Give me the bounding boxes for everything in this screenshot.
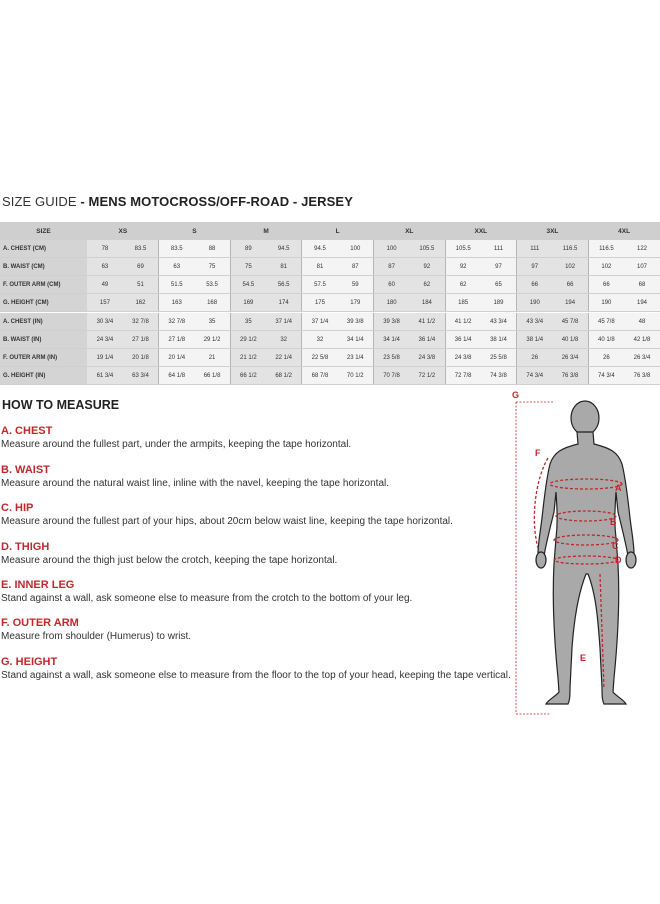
table-cell: 62: [445, 276, 481, 294]
table-cell: 41 1/2: [409, 313, 445, 331]
measure-text: Stand against a wall, ask someone else to measure from the crotch to the bottom of your leg.: [1, 593, 413, 604]
measure-item-height: [1, 656, 511, 681]
table-row: [0, 240, 660, 258]
table-cell: 22 5/8: [302, 349, 338, 367]
label-f: F: [535, 448, 541, 458]
table-cell: 70 7/8: [373, 367, 409, 385]
table-cell: 174: [266, 294, 302, 312]
table-cell: 180: [373, 294, 409, 312]
table-row: [0, 349, 660, 367]
table-cell: 163: [159, 294, 195, 312]
table-cell: 56.5: [266, 276, 302, 294]
label-b: B: [610, 517, 617, 527]
table-cell: 26: [588, 349, 624, 367]
table-cell: 76 3/8: [552, 367, 588, 385]
table-cell: 26 3/4: [552, 349, 588, 367]
table-cell: 43 3/4: [517, 313, 553, 331]
table-cell: 62: [409, 276, 445, 294]
label-e: E: [580, 653, 587, 663]
table-cell: 100: [338, 240, 374, 258]
title-suffix: - MENS MOTOCROSS/OFF-ROAD - JERSEY: [76, 194, 353, 209]
size-header-cell: XXL: [445, 222, 517, 240]
table-cell: 63 3/4: [123, 367, 159, 385]
table-cell: 116.5: [588, 240, 624, 258]
table-cell: 27 1/8: [159, 331, 195, 349]
page-title: [2, 194, 353, 209]
table-cell: 24 3/4: [87, 331, 123, 349]
table-cell: 97: [481, 258, 517, 276]
table-cell: 37 1/4: [302, 313, 338, 331]
table-cell: 111: [517, 240, 553, 258]
table-cell: 42 1/8: [624, 331, 660, 349]
size-header-label: SIZE: [0, 222, 87, 240]
table-cell: 66: [588, 276, 624, 294]
table-cell: 102: [552, 258, 588, 276]
table-cell: 76 3/8: [624, 367, 660, 385]
measure-heading: G. HEIGHT: [1, 656, 58, 668]
table-cell: 175: [302, 294, 338, 312]
table-row: [0, 331, 660, 349]
table-cell: 64 1/8: [159, 367, 195, 385]
table-cell: 87: [338, 258, 374, 276]
table-cell: 51.5: [159, 276, 195, 294]
measure-heading: E. INNER LEG: [1, 579, 75, 591]
table-cell: 68 7/8: [302, 367, 338, 385]
table-cell: 75: [230, 258, 266, 276]
table-cell: 83.5: [159, 240, 195, 258]
table-cell: 92: [445, 258, 481, 276]
table-cell: 27 1/8: [123, 331, 159, 349]
table-cell: 34 1/4: [373, 331, 409, 349]
table-cell: 41 1/2: [445, 313, 481, 331]
row-label: B. WAIST (IN): [0, 331, 87, 349]
table-cell: 39 3/8: [338, 313, 374, 331]
table-cell: 32: [266, 331, 302, 349]
table-cell: 94.5: [266, 240, 302, 258]
table-cell: 74 3/8: [481, 367, 517, 385]
table-cell: 63: [159, 258, 195, 276]
table-cell: 57.5: [302, 276, 338, 294]
table-cell: 29 1/2: [194, 331, 230, 349]
table-cell: 68: [624, 276, 660, 294]
size-table-cm: [0, 222, 660, 312]
table-cell: 23 1/4: [338, 349, 374, 367]
table-cell: 36 1/4: [445, 331, 481, 349]
table-cell: 40 1/8: [588, 331, 624, 349]
table-cell: 49: [87, 276, 123, 294]
size-header-row: [0, 222, 660, 240]
table-cell: 51: [123, 276, 159, 294]
table-cell: 74 3/4: [588, 367, 624, 385]
measure-text: Measure around the natural waist line, inline with the navel, keeping the tape horizontal.: [1, 478, 390, 489]
table-cell: 69: [123, 258, 159, 276]
size-header-cell: XS: [87, 222, 159, 240]
table-cell: 87: [373, 258, 409, 276]
row-label: G. HEIGHT (CM): [0, 294, 87, 312]
table-cell: 168: [194, 294, 230, 312]
table-cell: 66: [517, 276, 553, 294]
table-cell: 74 3/4: [517, 367, 553, 385]
table-cell: 20 1/4: [159, 349, 195, 367]
table-cell: 66 1/2: [230, 367, 266, 385]
row-label: F. OUTER ARM (CM): [0, 276, 87, 294]
title-prefix: SIZE GUIDE: [2, 194, 77, 209]
how-to-measure-title: HOW TO MEASURE: [2, 398, 120, 412]
table-cell: 24 3/8: [409, 349, 445, 367]
table-cell: 53.5: [194, 276, 230, 294]
table-cell: 88: [194, 240, 230, 258]
table-cell: 32 7/8: [159, 313, 195, 331]
label-d: D: [615, 555, 622, 565]
table-cell: 75: [194, 258, 230, 276]
table-cell: 21 1/2: [230, 349, 266, 367]
table-cell: 25 5/8: [481, 349, 517, 367]
table-cell: 94.5: [302, 240, 338, 258]
table-cell: 107: [624, 258, 660, 276]
in-table-body: [0, 313, 660, 385]
measure-heading: C. HIP: [1, 502, 34, 514]
table-cell: 48: [624, 313, 660, 331]
table-cell: 179: [338, 294, 374, 312]
table-cell: 21: [194, 349, 230, 367]
table-cell: 37 1/4: [266, 313, 302, 331]
row-label: B. WAIST (CM): [0, 258, 87, 276]
table-cell: 26: [517, 349, 553, 367]
measure-item-chest: [1, 425, 501, 450]
table-cell: 92: [409, 258, 445, 276]
table-row: [0, 294, 660, 312]
measure-item-thigh: [1, 541, 501, 566]
table-cell: 72 1/2: [409, 367, 445, 385]
table-cell: 38 1/4: [517, 331, 553, 349]
table-cell: 105.5: [445, 240, 481, 258]
table-cell: 34 1/4: [338, 331, 374, 349]
body-measurement-figure: [500, 388, 660, 720]
table-cell: 22 1/4: [266, 349, 302, 367]
table-cell: 122: [624, 240, 660, 258]
table-row: [0, 367, 660, 385]
table-cell: 78: [87, 240, 123, 258]
size-table-in: [0, 313, 660, 385]
table-cell: 35: [230, 313, 266, 331]
table-cell: 81: [302, 258, 338, 276]
measure-text: Measure around the thigh just below the crotch, keeping the tape horizontal.: [1, 555, 338, 566]
table-cell: 60: [373, 276, 409, 294]
table-cell: 59: [338, 276, 374, 294]
table-cell: 24 3/8: [445, 349, 481, 367]
table-cell: 68 1/2: [266, 367, 302, 385]
label-c: C: [612, 541, 619, 551]
measure-text: Measure around the fullest part of your hips, about 20cm below waist line, keeping the tape horizontal.: [1, 516, 453, 527]
row-label: A. CHEST (CM): [0, 240, 87, 258]
measure-heading: D. THIGH: [1, 541, 50, 553]
row-label: A. CHEST (IN): [0, 313, 87, 331]
table-cell: 102: [588, 258, 624, 276]
table-cell: 83.5: [123, 240, 159, 258]
table-cell: 23 5/8: [373, 349, 409, 367]
measure-text: Stand against a wall, ask someone else to measure from the floor to the top of your head, keeping the tape vertical.: [1, 670, 511, 681]
table-row: [0, 276, 660, 294]
table-cell: 70 1/2: [338, 367, 374, 385]
size-header-cell: S: [159, 222, 231, 240]
table-cell: 61 3/4: [87, 367, 123, 385]
table-cell: 89: [230, 240, 266, 258]
size-header-cell: M: [230, 222, 302, 240]
measure-item-hip: [1, 502, 501, 527]
table-cell: 184: [409, 294, 445, 312]
table-cell: 20 1/8: [123, 349, 159, 367]
table-cell: 157: [87, 294, 123, 312]
table-cell: 97: [517, 258, 553, 276]
size-header-cell: L: [302, 222, 374, 240]
table-cell: 45 7/8: [552, 313, 588, 331]
table-cell: 100: [373, 240, 409, 258]
table-cell: 39 3/8: [373, 313, 409, 331]
measure-text: Measure around the fullest part, under the armpits, keeping the tape horizontal.: [1, 439, 352, 450]
table-cell: 30 3/4: [87, 313, 123, 331]
table-cell: 19 1/4: [87, 349, 123, 367]
table-cell: 111: [481, 240, 517, 258]
cm-table-body: [0, 240, 660, 312]
table-cell: 66 1/8: [194, 367, 230, 385]
table-cell: 72 7/8: [445, 367, 481, 385]
table-cell: 190: [517, 294, 553, 312]
table-cell: 189: [481, 294, 517, 312]
table-cell: 38 1/4: [481, 331, 517, 349]
size-header-cell: 4XL: [588, 222, 660, 240]
table-cell: 32: [302, 331, 338, 349]
row-label: F. OUTER ARM (IN): [0, 349, 87, 367]
table-cell: 36 1/4: [409, 331, 445, 349]
table-row: [0, 313, 660, 331]
size-header-cell: 3XL: [517, 222, 589, 240]
table-cell: 29 1/2: [230, 331, 266, 349]
table-cell: 194: [552, 294, 588, 312]
table-cell: 194: [624, 294, 660, 312]
label-a: A: [615, 483, 622, 493]
measure-text: Measure from shoulder (Humerus) to wrist.: [1, 631, 192, 642]
measure-heading: F. OUTER ARM: [1, 617, 79, 629]
table-cell: 66: [552, 276, 588, 294]
table-cell: 35: [194, 313, 230, 331]
table-cell: 116.5: [552, 240, 588, 258]
measure-item-outer-arm: [1, 617, 501, 642]
size-header-cell: XL: [373, 222, 445, 240]
table-cell: 169: [230, 294, 266, 312]
table-cell: 105.5: [409, 240, 445, 258]
table-row: [0, 258, 660, 276]
table-cell: 43 3/4: [481, 313, 517, 331]
table-cell: 40 1/8: [552, 331, 588, 349]
table-cell: 45 7/8: [588, 313, 624, 331]
measure-item-waist: [1, 464, 501, 489]
measure-item-inner-leg: [1, 579, 501, 604]
label-g: G: [512, 390, 520, 400]
row-label: G. HEIGHT (IN): [0, 367, 87, 385]
measure-heading: B. WAIST: [1, 464, 50, 476]
table-cell: 81: [266, 258, 302, 276]
table-cell: 162: [123, 294, 159, 312]
table-cell: 54.5: [230, 276, 266, 294]
table-cell: 190: [588, 294, 624, 312]
table-cell: 63: [87, 258, 123, 276]
table-cell: 185: [445, 294, 481, 312]
table-cell: 65: [481, 276, 517, 294]
table-cell: 26 3/4: [624, 349, 660, 367]
measure-heading: A. CHEST: [1, 425, 53, 437]
table-cell: 32 7/8: [123, 313, 159, 331]
